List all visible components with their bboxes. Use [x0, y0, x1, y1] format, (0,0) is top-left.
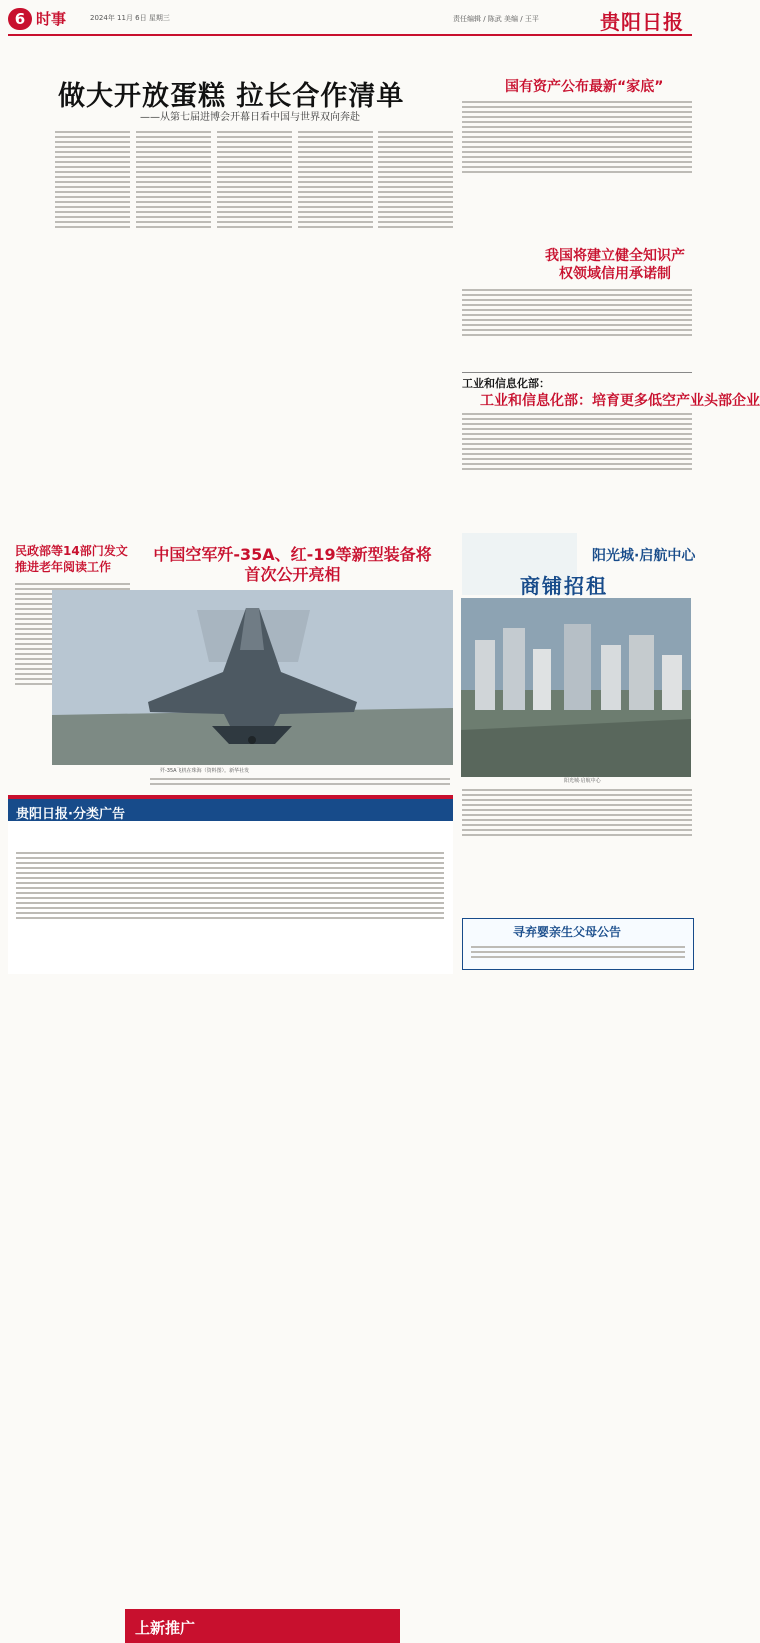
classified-header: 贵阳日报·分类广告	[16, 807, 125, 822]
page-number: 6	[8, 8, 32, 30]
fighter-jet-photo	[52, 590, 453, 765]
article-headline: 工业和信息化部：培育更多低空产业头部企业	[480, 393, 760, 409]
section-divider	[462, 372, 692, 373]
lead-title: 做大开放蛋糕 拉长合作清单	[58, 81, 405, 112]
lead-subtitle: ——从第七届进博会开幕日看中国与世界双向奔赴	[140, 112, 360, 123]
article-kicker: 工业和信息化部：	[462, 377, 550, 390]
classified-header-bar	[8, 799, 453, 821]
article-column	[378, 128, 453, 538]
article-column	[298, 128, 373, 538]
article-headline: 民政部等14部门发文推进老年阅读工作	[15, 544, 128, 574]
classified-listings	[16, 849, 444, 964]
header-divider	[8, 34, 692, 36]
jet-illustration	[52, 590, 453, 765]
article-headline: 国有资产公布最新“家底”	[505, 79, 664, 95]
promotion-banner-text: 上新推广	[135, 1619, 196, 1637]
article-column	[55, 128, 130, 538]
section-name: 时事	[36, 10, 67, 28]
mall-aerial-photo	[461, 598, 691, 777]
notice-text	[471, 943, 685, 965]
classified-ads	[8, 795, 453, 1637]
article-column	[462, 98, 692, 238]
article-column	[462, 786, 692, 896]
article-headline: 中国空军歼-35A、红-19等新型装备将首次公开亮相	[153, 545, 432, 584]
article-column	[462, 410, 692, 522]
article-headline: 我国将建立健全知识产权领域信用承诺制	[545, 248, 685, 282]
editor-credit: 责任编辑 / 陈武 美编 / 王平	[453, 15, 539, 23]
notice-title: 寻弃婴亲生父母公告	[513, 925, 622, 939]
masthead	[8, 4, 692, 34]
article-column	[462, 286, 692, 376]
article-column	[217, 128, 292, 538]
city-aerial-illustration	[461, 598, 691, 777]
photo-caption: 歼-35A飞机在珠海（资料图）。新华社发	[160, 768, 250, 774]
mall-name: 阳光城·启航中心	[592, 548, 696, 564]
photo-caption: 阳光城·启航中心	[564, 778, 601, 784]
notice-box	[462, 918, 694, 970]
article-column	[150, 775, 450, 793]
promotion-banner[interactable]	[125, 1609, 400, 1643]
article-column	[136, 128, 211, 538]
mall-headline: 商铺招租	[520, 574, 608, 598]
newspaper-logo: 贵阳日报	[600, 10, 684, 34]
issue-date: 2024年 11月 6日 星期三	[90, 14, 170, 22]
